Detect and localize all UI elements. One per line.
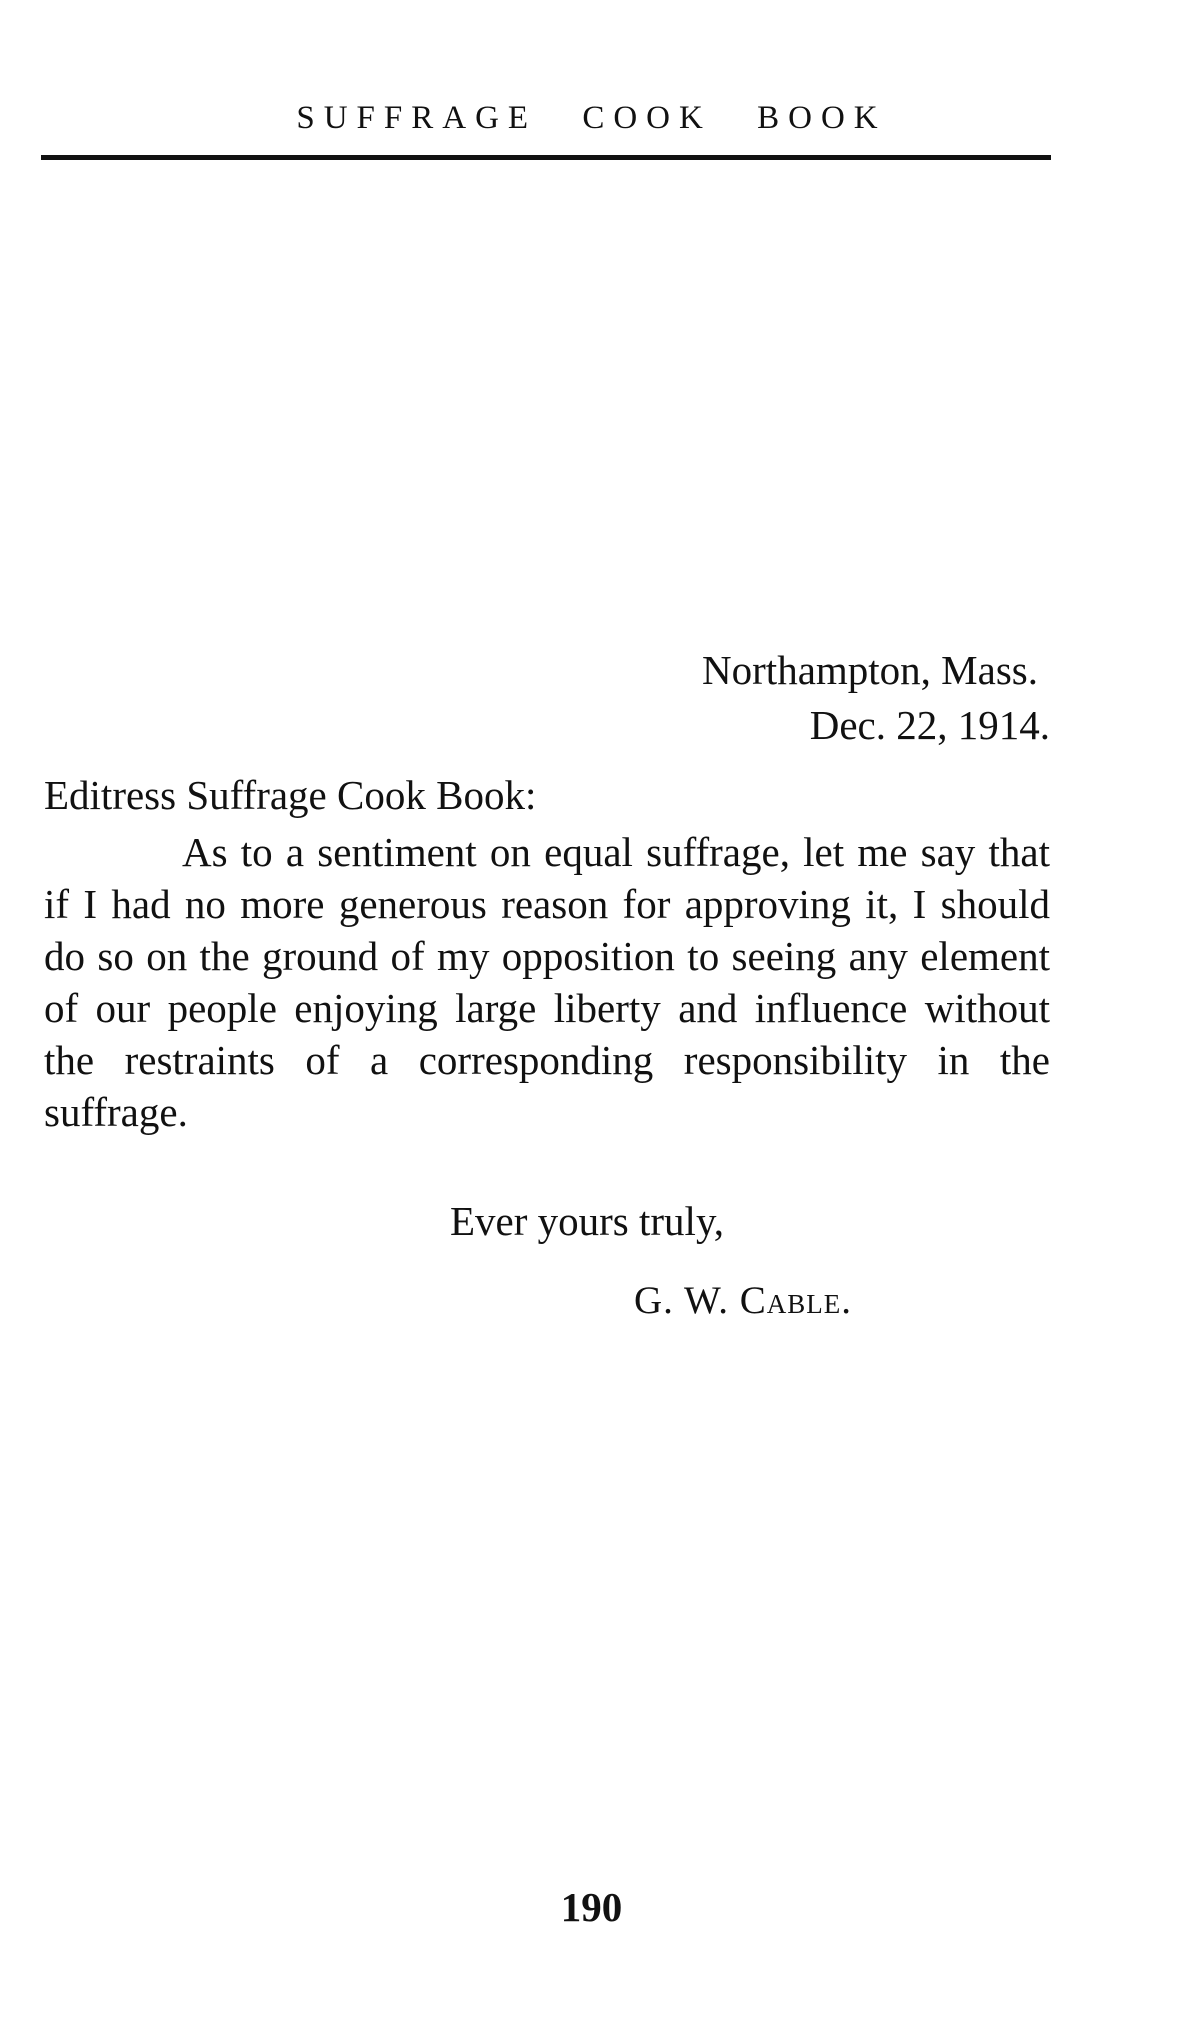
letter-date: Dec. 22, 1914. xyxy=(809,702,1050,748)
running-head-word-2: COOK xyxy=(582,100,712,136)
running-head-word-1: SUFFRAGE xyxy=(296,100,538,136)
letter-signature: G. W. Cable. xyxy=(634,1279,852,1322)
letter-closing: Ever yours truly, xyxy=(450,1198,725,1244)
letter-body: As to a sentiment on equal suffrage, let me say that if I had no more generous reason for approving it, I should do so on the ground of my opposition to seeing any element of our people enjoying large liberty and influence without the restraints of a corresponding responsibility in the suffrage. xyxy=(44,829,1050,1135)
header-rule xyxy=(41,155,1051,160)
running-head-word-3: BOOK xyxy=(757,100,887,136)
page-number: 190 xyxy=(560,1884,623,1930)
letter-salutation: Editress Suffrage Cook Book: xyxy=(44,772,537,818)
letter-place: Northampton, Mass. xyxy=(702,647,1038,693)
running-head xyxy=(0,100,1183,137)
